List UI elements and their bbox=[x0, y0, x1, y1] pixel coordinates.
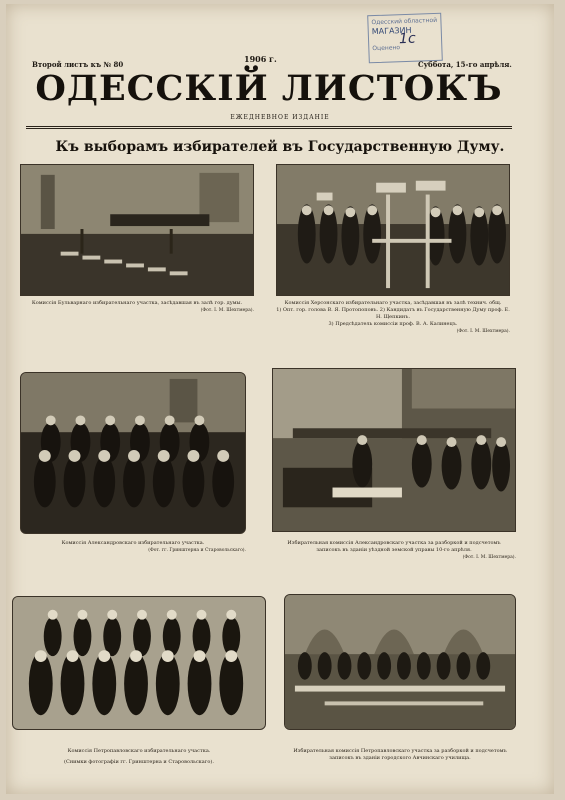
caption-names: 3) Предсѣдатель комиссіи проф. В. А. Калинецъ. bbox=[328, 321, 458, 327]
photo-alexandrovsky-commission bbox=[20, 372, 246, 534]
caption-text: записокъ въ зданіи городского Авчинскаго училища. bbox=[329, 755, 471, 761]
photo-alexandrovsky-counting bbox=[272, 368, 516, 532]
caption-photo-3 bbox=[20, 540, 246, 554]
caption-text: Избирательная комиссія Петропавловскаго участка за разборкой и подсчетомъ bbox=[293, 748, 507, 754]
caption-photo-5 bbox=[12, 748, 266, 766]
sheet-info: Второй листъ къ № 80 bbox=[32, 60, 124, 69]
photo-credit: (Фот. гг. Гринштерна и Старовольскаго). bbox=[148, 548, 246, 553]
library-stamp bbox=[367, 13, 443, 64]
masthead-rule bbox=[26, 128, 512, 129]
photo-khersonsky-commission bbox=[276, 164, 510, 296]
photo-petropavlovsky-commission bbox=[12, 596, 266, 730]
caption-text: Комиссія Александровскаго избирательнаго участка. bbox=[61, 540, 205, 546]
photo-credit: (Снимки фотографіи гг. Гринштерна и Старовольскаго). bbox=[64, 759, 214, 765]
caption-photo-1 bbox=[20, 300, 254, 314]
stamp-line-3: Оценено bbox=[372, 44, 401, 53]
masthead-subtitle: ЕЖЕДНЕВНОЕ ИЗДАНІЕ bbox=[230, 114, 330, 121]
caption-text: Комиссія Херсонскаго избирательнаго участка, засѣдавшая въ залѣ технич. общ. bbox=[284, 300, 502, 306]
newspaper-page bbox=[6, 4, 554, 794]
stamp-line-1: Одесский областной bbox=[371, 16, 438, 27]
issue-date: Суббота, 15-го апрѣля. bbox=[418, 60, 512, 69]
caption-photo-2 bbox=[276, 300, 510, 335]
photo-petropavlovsky-counting bbox=[284, 594, 516, 730]
stamp-handwritten-mark: 1с bbox=[398, 30, 416, 48]
caption-text: записокъ въ зданіи уѣздной земской управы 10-го апрѣля. bbox=[316, 547, 472, 553]
photo-credit: (Фот. І. М. Шехтмера). bbox=[456, 329, 510, 334]
caption-photo-6 bbox=[284, 748, 516, 762]
masthead-title: ОДЕССКІЙ ЛИСТОКЪ bbox=[35, 68, 503, 109]
issue-year: 1906 г. bbox=[244, 54, 277, 64]
page-headline: Къ выборамъ избирателей въ Государственную Думу. bbox=[55, 139, 505, 155]
caption-names: 1) Опт. гор. голова В. Я. Протопоповъ. 2) Кандидатъ въ Государственную Думу проф. Е. Н. Щепкинъ. bbox=[276, 307, 510, 320]
caption-text: Комиссія Бульварнаго избирательнаго участка, засѣдавшая въ залѣ гор. думы. bbox=[31, 300, 243, 306]
masthead-rule bbox=[26, 126, 512, 127]
caption-photo-4 bbox=[272, 540, 516, 561]
photo-bulvarny-commission bbox=[20, 164, 254, 296]
caption-text: Комиссія Петропавловскаго избирательнаго участка. bbox=[67, 748, 211, 754]
stamp-line-2: МАГАЗИН bbox=[371, 25, 412, 37]
caption-text: Избирательная комиссія Александровскаго участка за разборкой и подсчетомъ bbox=[287, 540, 501, 546]
photo-credit: (Фот. І. М. Шехтмера). bbox=[462, 555, 516, 560]
photo-credit: (Фот. І. М. Шехтмера). bbox=[200, 308, 254, 313]
